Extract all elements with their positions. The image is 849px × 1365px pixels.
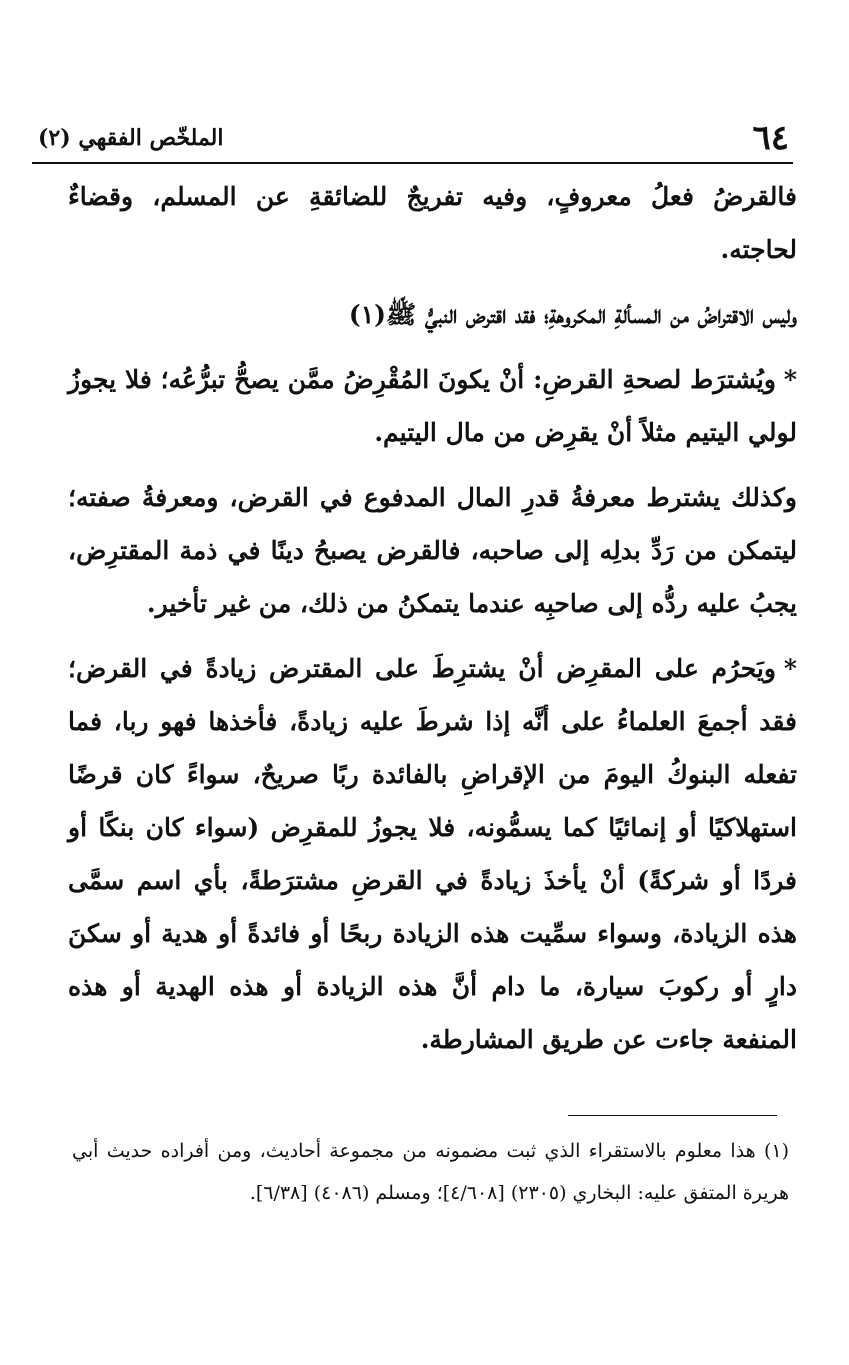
paragraph [68,288,797,341]
paragraph-text: وليس الاقتراضُ من المسألةِ المكروهةِ؛ فقد اقترض النبيُّ ﷺ(١) [348,300,797,329]
footnote-divider [568,1115,777,1116]
paragraph [68,353,797,459]
paragraph-text: ويَحرُم على المقرِض أنْ يشترِطَ على المقترض زيادةً في القرض؛ فقد أجمعَ العلماءُ على أنَّه إذا شرطَ عليه زيادةً، فأخذها فهو ربا، فما تفعله البنوكُ اليومَ من الإقراضِ بالفائدة ربًا صريحٌ، سواءً كان قرضًا استهلاكيًا أو إنمائيًا كما يسمُّونه، فلا يجوزُ للمقرِض (سواء كان بنكًا أو فردًا أو شركةً) أنْ يأخذَ زيادةً في القرضِ مشترَطةً، بأي اسم سمَّى هذه الزيادة، وسواء سمِّيت هذه الزيادة ربحًا أو فائدةً أو هدية أو سكنَ دارٍ أو ركوبَ سيارة، ما دام أنَّ هذه الزيادة أو هذه الهدية أو هذه المنفعة جاءت عن طريق المشارطة. [68,654,797,1054]
footnote: (١) هذا معلوم بالاستقراء الذي ثبت مضمونه من مجموعة أحاديث، ومن أفراده حديث أبي هريرة المتفق عليه: البخاري (٢٣٠٥) [٤/٦٠٨]؛ ومسلم (٤٠٨٦) [٦/٣٨]. [72,1140,789,1204]
body-text [68,170,797,1066]
header-divider [32,162,793,164]
paragraph-text: ويُشترَط لصحةِ القرضِ: أنْ يكونَ المُقْرِضُ ممَّن يصحُّ تبرُّعُه؛ فلا يجوزُ لولي اليتيم مثلاً أنْ يقرِض من مال اليتيم. [68,365,797,447]
paragraph [68,642,797,1066]
page-number: ٦٤ [752,118,789,158]
asterisk-marker: * [783,365,797,394]
paragraph [68,170,797,276]
paragraph [68,471,797,630]
running-title: الملخّص الفقهي (٢) [38,125,224,151]
page-header [38,118,789,158]
paragraph-text: وكذلك يشترط معرفةُ قدرِ المال المدفوع في القرض، ومعرفةُ صفته؛ ليتمكن من رَدِّ بدلِه إلى صاحبه، فالقرض يصبحُ دينًا في ذمة المقترِض، يجبُ عليه ردُّه إلى صاحبِه عندما يتمكنُ من ذلك، من غير تأخير. [68,483,797,618]
footnotes [72,1130,789,1214]
asterisk-marker: * [783,654,797,683]
paragraph-text: فالقرضُ فعلُ معروفٍ، وفيه تفريجٌ للضائقةِ عن المسلم، وقضاءٌ لحاجته. [68,182,797,264]
